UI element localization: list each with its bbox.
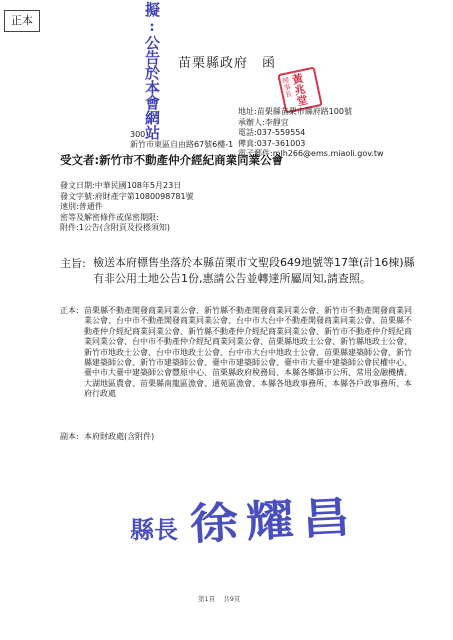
contact-phone: 電話:037-559554 [238, 128, 306, 137]
seal-name: 黃兆堂 [289, 72, 310, 108]
seal-title: 理事長 [281, 76, 294, 99]
priority: 速別:普通件 [60, 202, 103, 212]
distribution-list: 苗栗縣不動產開發商業同業公會、新竹縣不動產開發商業同業公會、新竹市不動產開發商業同業公會、台中市不動產開發商業同業公會、台中市大台中不動產開發商業同業公會、苗栗縣不動產仲介經紀商業同業公會、新竹縣不動產仲介經紀商業同業公會、新竹市不動產仲介經紀商業同業公會、台中市不動產仲介經紀商業同業公會、苗栗縣地政士公會、新竹縣地政士公會、新竹市地政士公會、台中市地政士公會、台中市大台中地政士公會、苗栗縣建築師公會、新竹縣建築師公會、新竹市建築師公會、臺中市建築師公會、臺中市大臺中建築師公會民權中心、臺中市大臺中建築師公會豐原中心、苗栗縣政府稅務局、本縣各鄉鎮市公所、常用金融機構、大湖地區農會、苗栗縣南龍區漁會、通苑區漁會、本縣各地政事務所、本縣各戶政事務所、本府行政處 [84, 306, 412, 399]
document-type: 函 [262, 56, 276, 71]
addressee-postcode: 300 [130, 130, 146, 139]
cc-label: 副本: [60, 432, 79, 441]
addressee-address [130, 130, 233, 150]
subject-text: 檢送本府標售坐落於本縣苗栗市文聖段649地號等17筆(計16棟)縣有非公用土地公告1份,惠請公告並轉達所屬周知,請查照。 [93, 256, 415, 285]
issuer-title: 苗栗縣政府 [178, 56, 249, 71]
signature-title: 縣長 [130, 515, 178, 544]
cc-list: 本府財政處(含附件) [84, 432, 155, 441]
contact-email: 電子郵件:mlh266@ems.miaoli.gov.tw [238, 149, 384, 158]
page-number: 第1頁 [198, 595, 216, 603]
contact-person: 承辦人:李靜宜 [238, 117, 289, 127]
original-copy-label: 正本 [4, 10, 40, 32]
addressee-street: 新竹市東區自由路67號6樓-1 [130, 140, 234, 149]
page-total: 共9頁 [223, 595, 241, 603]
issue-date: 發文日期:中華民國108年5月23日 [60, 181, 182, 190]
page-footer [198, 594, 246, 603]
publish-instruction-stamp: 擬:公告於本會網站 [143, 2, 161, 140]
contact-fax: 傳真:037-361003 [238, 138, 306, 148]
document-number: 發文字號:府財產字第1080098781號 [60, 191, 194, 201]
recipient: 受文者:新竹市不動產仲介經紀商業同業公會 [60, 153, 284, 167]
distribution-label: 正本: [60, 306, 79, 315]
confidentiality: 密等及解密條件或保密期限: [60, 212, 159, 222]
subject-label: 主旨: [60, 257, 86, 270]
attachment: 附件:1公告(含附頁及投標須知) [60, 223, 171, 233]
magistrate-signature [130, 482, 360, 552]
document-meta [60, 181, 194, 234]
contact-address: 地址:苗栗縣苗栗市縣府路100號 [238, 107, 352, 116]
signature-name: 徐耀昌 [188, 491, 360, 551]
